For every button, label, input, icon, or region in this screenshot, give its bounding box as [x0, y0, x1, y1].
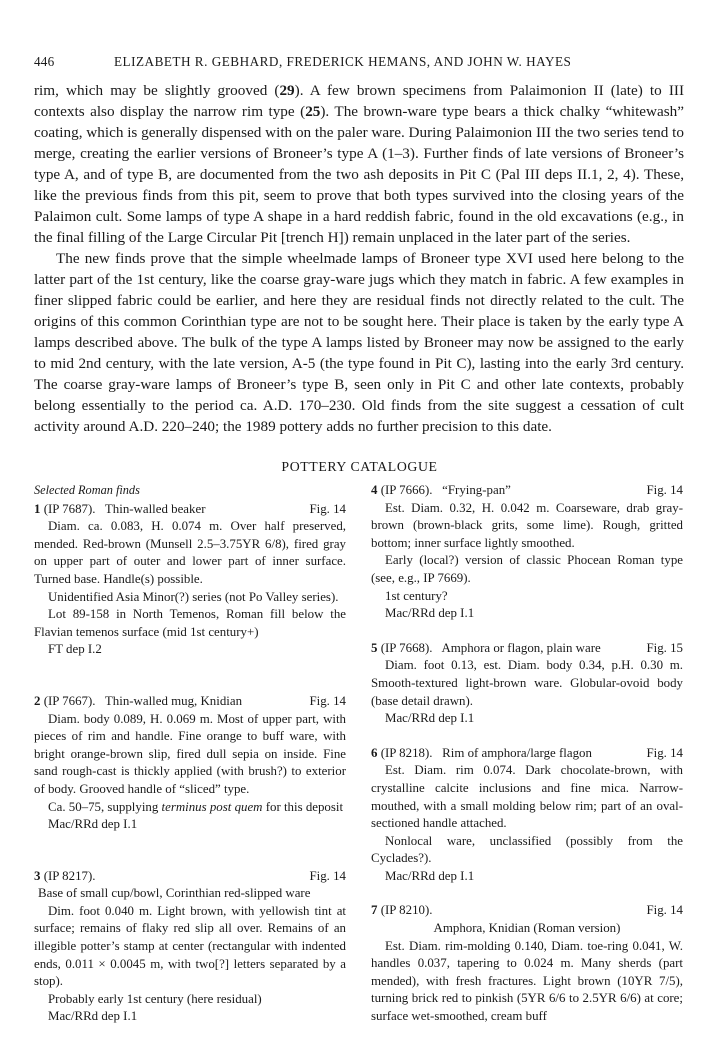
entry-label: (IP 7666). “Frying-pan”: [380, 483, 511, 497]
entry-deposit: Mac/RRd dep I.1: [385, 868, 475, 883]
entry-deposit: FT dep I.2: [48, 642, 102, 657]
catalogue-ref: 29: [279, 82, 295, 99]
entry-deposit: Mac/RRd dep I.1: [385, 711, 475, 726]
entry-description: Diam. body 0.089, H. 0.069 m. Most of upper part, with pieces of rim and handle. Fine orange to buff ware, with bright orange-brown slip, fired dull sepia on inside. Fine sand rough-cast is thickly applied (with brush?) to exterior of body. Grooved handle of “sliced” type.: [34, 711, 346, 796]
entry-heading: [371, 482, 683, 500]
entry-heading: [34, 693, 346, 711]
figure-ref: Fig. 14: [646, 903, 683, 918]
catalogue-entry: [34, 868, 346, 1026]
entry-note: Early (local?) version of classic Phocean Roman type (see, e.g., IP 7669).: [371, 553, 683, 585]
figure-ref: Fig. 14: [309, 868, 346, 883]
entry-heading: [34, 501, 346, 519]
entry-description: Diam. foot 0.13, est. Diam. body 0.34, p.H. 0.30 m. Smooth-textured light-brown ware. Globular-ovoid body (base detail drawn).: [371, 658, 683, 708]
catalogue-entry: [34, 501, 346, 659]
figure-ref: Fig. 14: [646, 483, 683, 497]
entry-note: 1st century?: [385, 588, 448, 603]
entry-label: (IP 8218). Rim of amphora/large flagon: [380, 745, 592, 760]
figure-ref: Fig. 14: [309, 693, 346, 708]
entry-number: 5: [371, 640, 378, 655]
intro-paragraph-2: The new finds prove that the simple wheelmade lamps of Broneer type XVI used here belong to the latter part of the 1st century, like the coarse gray-ware jugs which they match in fabric. A few examples in finer slipped fabric could be earlier, and here they are residual finds not directly related to the cult. The origins of this common Corinthian type are not to be sought here. Their place is taken by the early type A lamps described above. The bulk of the type A lamps listed by Broneer may now be assigned to the early to mid 2nd century, with the late version, A-5 (the type found in Pit C), lasting into the early 3rd century. The coarse gray-ware lamps of Broneer’s type B, seen only in Pit C and other late contexts, probably belong essentially to the period ca. A.D. 170–230. Old finds from the site suggest a cessation of cult activity around A.D. 220–240; the 1989 pottery adds no further precision to this date.: [34, 250, 684, 435]
entry-number: 2: [34, 693, 41, 708]
entry-number: 3: [34, 868, 41, 883]
page-number: 446: [34, 54, 55, 69]
entry-number: 1: [34, 501, 41, 516]
entry-description: Diam. ca. 0.083, H. 0.074 m. Over half preserved, mended. Red-brown (Munsell 2.5–3.75YR 6/8), fired gray on upper part of outer and lower part of inner surface. Turned base. Handle(s) possible.: [34, 519, 346, 586]
catalogue-column-left: [34, 482, 346, 1043]
catalogue-column-right: [371, 482, 683, 1043]
catalogue-ref: 25: [305, 103, 321, 120]
entry-heading: [371, 902, 683, 920]
catalogue-entry: [371, 902, 683, 1025]
author-line: ELIZABETH R. GEBHARD, FREDERICK HEMANS, AND JOHN W. HAYES: [114, 54, 572, 69]
entry-label: (IP 8217).: [43, 868, 96, 883]
figure-ref: Fig. 14: [309, 501, 346, 516]
entry-subtitle: Amphora, Knidian (Roman version): [433, 921, 621, 936]
entry-deposit: Mac/RRd dep I.1: [385, 606, 475, 621]
catalogue-entry: [371, 640, 683, 728]
entry-note: Lot 89-158 in North Temenos, Roman fill below the Flavian temenos surface (mid 1st century+): [34, 607, 346, 639]
entry-subtitle: Base of small cup/bowl, Corinthian red-slipped ware: [38, 886, 311, 901]
intro-text: [34, 80, 684, 437]
entry-number: 6: [371, 745, 378, 760]
entry-heading: [371, 745, 683, 763]
catalogue-entry: [34, 693, 346, 834]
intro-paragraph-1: rim, which may be slightly grooved (29). A few brown specimens from Palaimonion II (late) to III contexts also display the narrow rim type (25). The brown-ware type bears a thick chalky “whitewash” coating, which is generally dispensed with on the paler ware. During Palaimonion III the two series tend to merge, creating the earlier versions of Broneer’s type A (1–3). Further finds of late versions of Broneer’s type A, and of type B, are documented from the two ash deposits in Pit C (Pal III deps II.1, 2, 4). These, like the previous finds from this pit, seem to prove that both types survived into the closing years of the Palaimon cult. Some lamps of type A shape in a hard reddish fabric, found in the old excavations (e.g., in the final filling of the Large Circular Pit [trench H]) remain unplaced in the later part of the series.: [34, 82, 684, 246]
entry-label: (IP 8210).: [380, 903, 433, 918]
entry-label: (IP 7667). Thin-walled mug, Knidian: [43, 693, 243, 708]
entry-number: 4: [371, 483, 378, 497]
entry-heading: [371, 640, 683, 658]
entry-description: Est. Diam. rim 0.074. Dark chocolate-brown, with crystalline calcite inclusions and fine mica. Narrow-mouthed, with a small molding below rim; part of an oval-sectioned handle attached.: [371, 763, 683, 831]
entry-heading: [34, 868, 346, 886]
entry-description: Est. Diam. 0.32, H. 0.042 m. Coarseware, drab gray-brown (brown-black grits, some lime). Rough, gritted bottom; inner surface lightly smoothed.: [371, 500, 683, 550]
entry-deposit: Mac/RRd dep I.1: [48, 817, 138, 832]
entry-note: Nonlocal ware, unclassified (possibly from the Cyclades?).: [371, 833, 683, 866]
entry-label: (IP 7668). Amphora or flagon, plain ware: [380, 640, 601, 655]
entry-description: Dim. foot 0.040 m. Light brown, with yellowish tint at surface; remains of flaky red slip all over. Remains of an illegible potter’s stamp at center (rectangular with indented ends, 0.011 × 0.0045 m, with two[?] letters separated by a stop).: [34, 903, 346, 989]
catalogue-entry: [371, 745, 683, 886]
entry-note: Probably early 1st century (here residual): [48, 991, 262, 1006]
selected-finds-title: Selected Roman finds: [34, 483, 140, 497]
entry-label: (IP 7687). Thin-walled beaker: [43, 501, 206, 516]
entry-note: Unidentified Asia Minor(?) series (not Po Valley series).: [48, 589, 339, 604]
catalogue-title: POTTERY CATALOGUE: [281, 459, 438, 474]
entry-number: 7: [371, 903, 378, 918]
latin-term: terminus post quem: [161, 799, 263, 814]
figure-ref: Fig. 15: [646, 640, 683, 655]
entry-deposit: Mac/RRd dep I.1: [48, 1009, 138, 1024]
catalogue-entry: [371, 482, 683, 623]
entry-note: Ca. 50–75, supplying terminus post quem for this deposit: [48, 799, 344, 814]
figure-ref: Fig. 14: [646, 745, 683, 760]
entry-description: Est. Diam. rim-molding 0.140, Diam. toe-ring 0.041, W. handles 0.037, tapering to 0.024 m. Many sherds (part mended), with fresh fractures. Light brown (10YR 7/5), turning brick red to pinkish (5YR 6/6 to 2.5YR 6/6) at core; surface wet-smoothed, cream buff: [371, 938, 683, 1024]
